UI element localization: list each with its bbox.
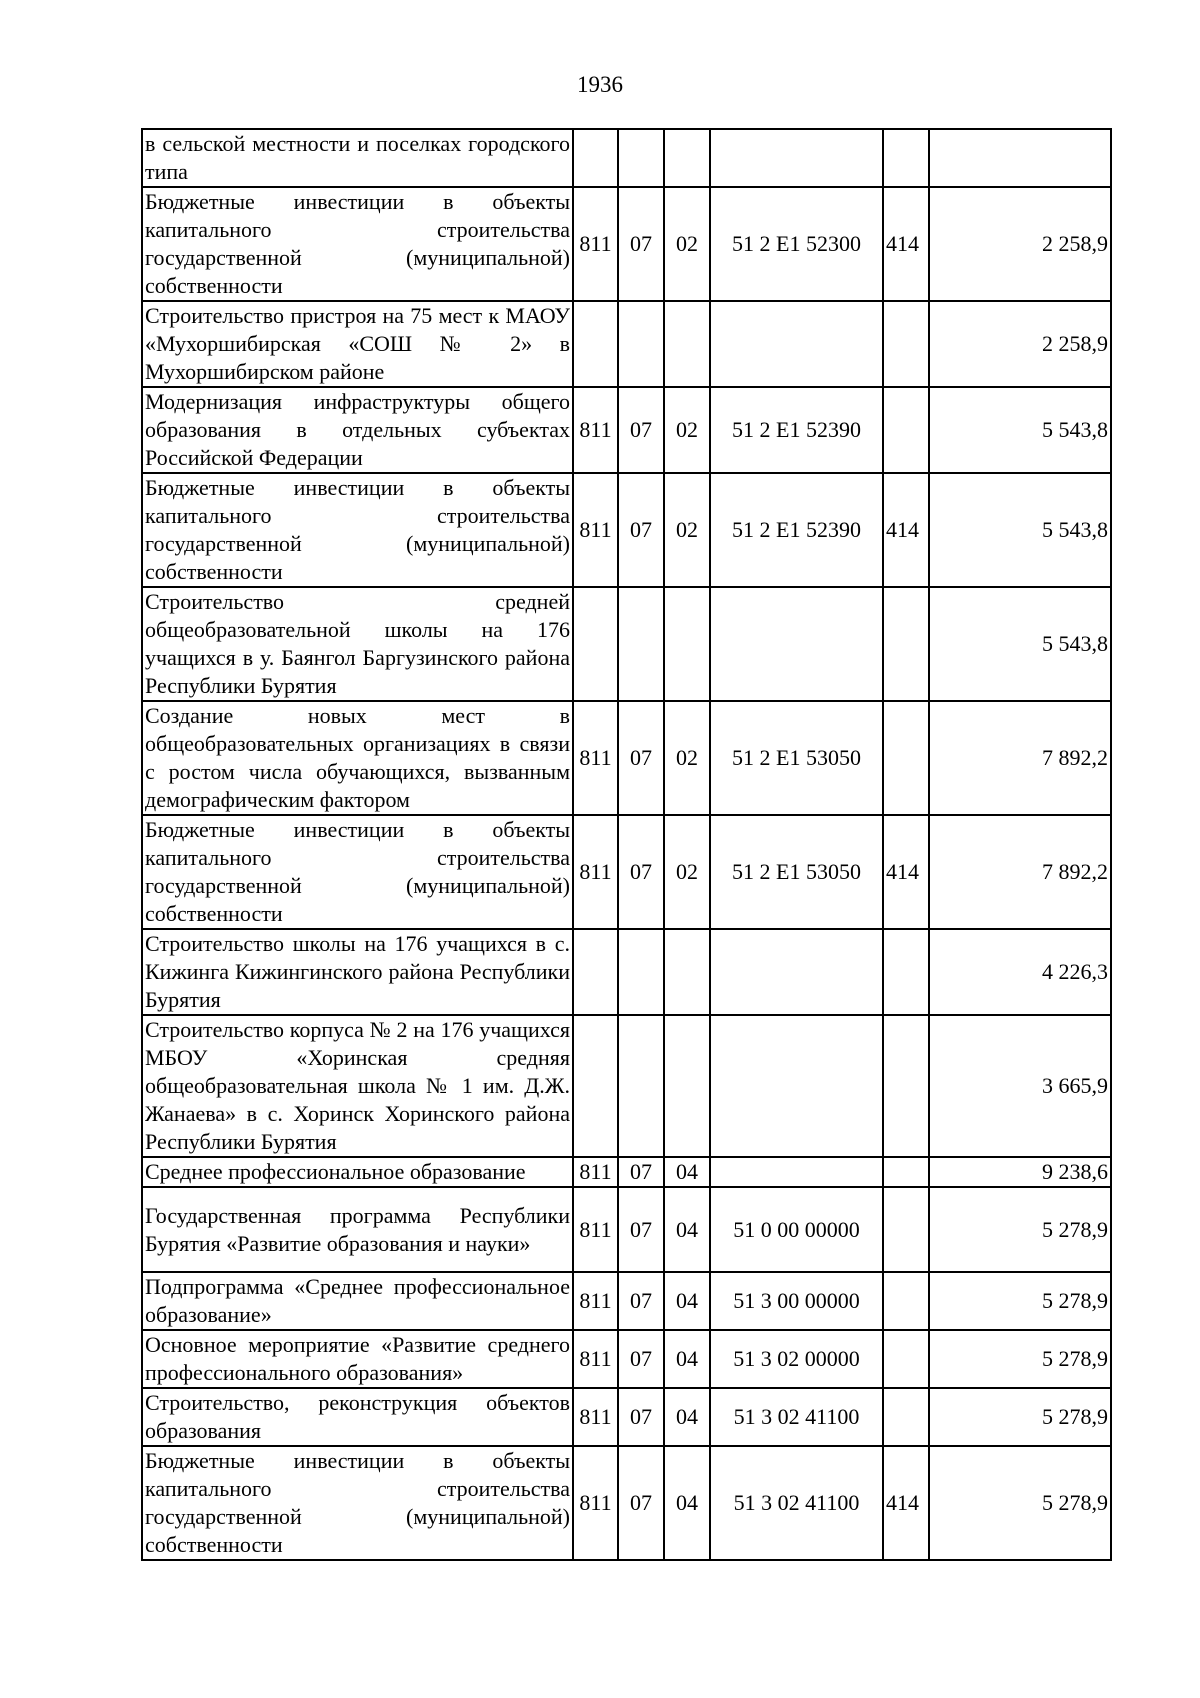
section-code-cell: 07 (618, 815, 664, 929)
expense-type-cell (883, 129, 929, 187)
section-code-cell (618, 129, 664, 187)
ministry-code-cell (573, 929, 618, 1015)
table-body (142, 129, 1111, 1560)
sum-cell: 5 278,9 (929, 1446, 1111, 1560)
section-code-cell: 07 (618, 1272, 664, 1330)
row-name-cell: Бюджетные инвестиции в объекты капитального строительства государственной (муниципальной) собственности (142, 815, 573, 929)
section-code-cell: 07 (618, 1187, 664, 1272)
expense-type-cell: 414 (883, 815, 929, 929)
target-article-cell: 51 0 00 00000 (710, 1187, 883, 1272)
row-name-cell: в сельской местности и поселках городского типа (142, 129, 573, 187)
row-name-cell: Строительство средней общеобразовательной школы на 176 учащихся в у. Баянгол Баргузинского района Республики Бурятия (142, 587, 573, 701)
row-name-cell: Строительство школы на 176 учащихся в с. Кижинга Кижингинского района Республики Бурятия (142, 929, 573, 1015)
row-name-cell: Основное мероприятие «Развитие среднего профессионального образования» (142, 1330, 573, 1388)
table-row (142, 929, 1111, 1015)
subsection-code-cell (664, 1015, 710, 1157)
expense-type-cell (883, 1388, 929, 1446)
section-code-cell: 07 (618, 1388, 664, 1446)
sum-cell: 7 892,2 (929, 815, 1111, 929)
target-article-cell: 51 2 Е1 53050 (710, 815, 883, 929)
expense-type-cell (883, 387, 929, 473)
ministry-code-cell: 811 (573, 815, 618, 929)
sum-cell (929, 129, 1111, 187)
section-code-cell: 07 (618, 1157, 664, 1187)
expense-type-cell (883, 1187, 929, 1272)
table-row (142, 387, 1111, 473)
expense-type-cell (883, 1157, 929, 1187)
target-article-cell (710, 129, 883, 187)
table-row (142, 1330, 1111, 1388)
table-row (142, 1388, 1111, 1446)
expense-type-cell: 414 (883, 1446, 929, 1560)
sum-cell: 5 543,8 (929, 387, 1111, 473)
table-row (142, 815, 1111, 929)
table-row (142, 473, 1111, 587)
sum-cell: 7 892,2 (929, 701, 1111, 815)
expense-type-cell (883, 587, 929, 701)
section-code-cell: 07 (618, 1330, 664, 1388)
table-row (142, 301, 1111, 387)
target-article-cell: 51 3 02 00000 (710, 1330, 883, 1388)
row-name-cell: Строительство пристроя на 75 мест к МАОУ «Мухоршибирская «СОШ № 2» в Мухоршибирском районе (142, 301, 573, 387)
subsection-code-cell (664, 301, 710, 387)
sum-cell: 2 258,9 (929, 187, 1111, 301)
target-article-cell (710, 587, 883, 701)
subsection-code-cell: 04 (664, 1187, 710, 1272)
sum-cell: 5 543,8 (929, 473, 1111, 587)
expense-type-cell: 414 (883, 473, 929, 587)
subsection-code-cell (664, 929, 710, 1015)
target-article-cell: 51 2 Е1 52300 (710, 187, 883, 301)
target-article-cell (710, 1015, 883, 1157)
ministry-code-cell (573, 301, 618, 387)
sum-cell: 5 278,9 (929, 1388, 1111, 1446)
target-article-cell: 51 3 02 41100 (710, 1446, 883, 1560)
row-name-cell: Строительство корпуса № 2 на 176 учащихся МБОУ «Хоринская средняя общеобразовательная школа № 1 им. Д.Ж. Жанаева» в с. Хоринск Хоринского района Республики Бурятия (142, 1015, 573, 1157)
ministry-code-cell: 811 (573, 1187, 618, 1272)
table-row (142, 1157, 1111, 1187)
section-code-cell: 07 (618, 473, 664, 587)
expense-type-cell (883, 701, 929, 815)
budget-table (141, 128, 1112, 1561)
target-article-cell: 51 3 00 00000 (710, 1272, 883, 1330)
sum-cell: 2 258,9 (929, 301, 1111, 387)
expense-type-cell (883, 1272, 929, 1330)
expense-type-cell (883, 301, 929, 387)
row-name-cell: Создание новых мест в общеобразовательных организациях в связи с ростом числа обучающихся, вызванным демографическим фактором (142, 701, 573, 815)
table-row (142, 129, 1111, 187)
table-row (142, 1015, 1111, 1157)
section-code-cell (618, 1015, 664, 1157)
target-article-cell: 51 3 02 41100 (710, 1388, 883, 1446)
subsection-code-cell: 02 (664, 387, 710, 473)
ministry-code-cell: 811 (573, 1157, 618, 1187)
expense-type-cell (883, 929, 929, 1015)
ministry-code-cell (573, 1015, 618, 1157)
row-name-cell: Государственная программа Республики Бурятия «Развитие образования и науки» (142, 1187, 573, 1272)
table-row (142, 587, 1111, 701)
table-row (142, 1446, 1111, 1560)
section-code-cell (618, 587, 664, 701)
subsection-code-cell (664, 587, 710, 701)
subsection-code-cell: 04 (664, 1388, 710, 1446)
row-name-cell: Среднее профессиональное образование (142, 1157, 573, 1187)
section-code-cell: 07 (618, 187, 664, 301)
row-name-cell: Строительство, реконструкция объектов образования (142, 1388, 573, 1446)
table-row (142, 1187, 1111, 1272)
section-code-cell: 07 (618, 701, 664, 815)
subsection-code-cell (664, 129, 710, 187)
row-name-cell: Бюджетные инвестиции в объекты капитального строительства государственной (муниципальной) собственности (142, 187, 573, 301)
ministry-code-cell (573, 129, 618, 187)
sum-cell: 9 238,6 (929, 1157, 1111, 1187)
ministry-code-cell: 811 (573, 1388, 618, 1446)
section-code-cell (618, 929, 664, 1015)
sum-cell: 5 278,9 (929, 1330, 1111, 1388)
table-row (142, 1272, 1111, 1330)
subsection-code-cell: 04 (664, 1272, 710, 1330)
ministry-code-cell: 811 (573, 473, 618, 587)
subsection-code-cell: 02 (664, 473, 710, 587)
sum-cell: 4 226,3 (929, 929, 1111, 1015)
table-row (142, 701, 1111, 815)
section-code-cell (618, 301, 664, 387)
row-name-cell: Бюджетные инвестиции в объекты капитального строительства государственной (муниципальной) собственности (142, 1446, 573, 1560)
subsection-code-cell: 02 (664, 701, 710, 815)
row-name-cell: Модернизация инфраструктуры общего образования в отдельных субъектах Российской Федерации (142, 387, 573, 473)
section-code-cell: 07 (618, 1446, 664, 1560)
ministry-code-cell: 811 (573, 1272, 618, 1330)
row-name-cell: Бюджетные инвестиции в объекты капитального строительства государственной (муниципальной) собственности (142, 473, 573, 587)
target-article-cell (710, 1157, 883, 1187)
table-row (142, 187, 1111, 301)
expense-type-cell (883, 1330, 929, 1388)
subsection-code-cell: 02 (664, 187, 710, 301)
target-article-cell: 51 2 Е1 52390 (710, 387, 883, 473)
ministry-code-cell: 811 (573, 187, 618, 301)
subsection-code-cell: 04 (664, 1330, 710, 1388)
ministry-code-cell: 811 (573, 701, 618, 815)
target-article-cell (710, 929, 883, 1015)
ministry-code-cell: 811 (573, 387, 618, 473)
target-article-cell: 51 2 Е1 52390 (710, 473, 883, 587)
expense-type-cell: 414 (883, 187, 929, 301)
target-article-cell (710, 301, 883, 387)
ministry-code-cell (573, 587, 618, 701)
sum-cell: 5 543,8 (929, 587, 1111, 701)
section-code-cell: 07 (618, 387, 664, 473)
target-article-cell: 51 2 Е1 53050 (710, 701, 883, 815)
ministry-code-cell: 811 (573, 1330, 618, 1388)
row-name-cell: Подпрограмма «Среднее профессиональное образование» (142, 1272, 573, 1330)
sum-cell: 5 278,9 (929, 1272, 1111, 1330)
subsection-code-cell: 04 (664, 1157, 710, 1187)
ministry-code-cell: 811 (573, 1446, 618, 1560)
subsection-code-cell: 04 (664, 1446, 710, 1560)
page-number: 1936 (577, 72, 623, 97)
subsection-code-cell: 02 (664, 815, 710, 929)
sum-cell: 3 665,9 (929, 1015, 1111, 1157)
expense-type-cell (883, 1015, 929, 1157)
sum-cell: 5 278,9 (929, 1187, 1111, 1272)
